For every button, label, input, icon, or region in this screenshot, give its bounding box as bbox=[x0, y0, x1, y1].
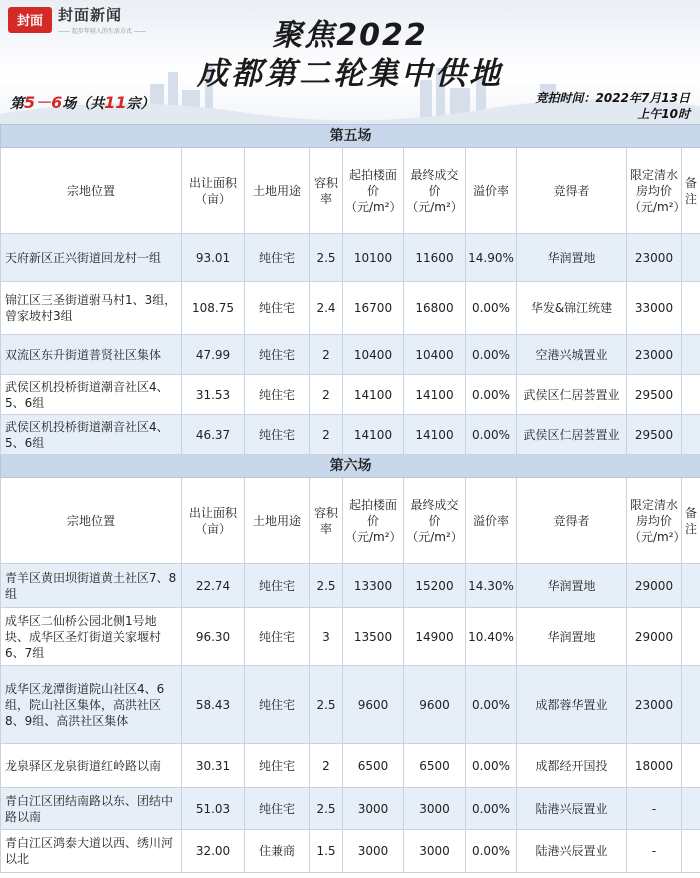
session-mid: 场（共 bbox=[62, 96, 105, 112]
table-row bbox=[1, 415, 700, 455]
cell-usage: 纯住宅 bbox=[245, 608, 310, 666]
cell-premium: 0.00% bbox=[466, 335, 517, 375]
column-header-final-price: 最终成交价（元/m²） bbox=[404, 148, 466, 234]
column-header-far: 容积率 bbox=[310, 148, 343, 234]
cell-start: 10100 bbox=[343, 234, 404, 282]
cell-area: 108.75 bbox=[182, 282, 245, 335]
land-auction-table-area bbox=[0, 124, 700, 873]
cell-cap: 29000 bbox=[627, 608, 682, 666]
table-row bbox=[1, 234, 700, 282]
page-title-line1: 聚焦2022 bbox=[272, 18, 428, 53]
column-header-far: 容积率 bbox=[310, 478, 343, 564]
cell-premium: 0.00% bbox=[466, 282, 517, 335]
cell-winner: 华发&锦江统建 bbox=[517, 282, 627, 335]
cell-winner: 华润置地 bbox=[517, 564, 627, 608]
cell-cap: - bbox=[627, 830, 682, 873]
column-header-start-price: 起拍楼面价（元/m²） bbox=[343, 148, 404, 234]
column-header-row bbox=[1, 478, 700, 564]
cell-premium: 10.40% bbox=[466, 608, 517, 666]
cell-winner: 华润置地 bbox=[517, 234, 627, 282]
auction-time-line1: 竞拍时间：2022年7月13日 bbox=[535, 91, 690, 105]
column-header-location: 宗地位置 bbox=[1, 148, 182, 234]
section-row bbox=[1, 125, 700, 148]
section-title: 第五场 bbox=[1, 125, 700, 148]
land-auction-table bbox=[0, 124, 700, 873]
column-header-location: 宗地位置 bbox=[1, 478, 182, 564]
cell-start: 14100 bbox=[343, 375, 404, 415]
cell-note bbox=[682, 234, 700, 282]
cell-location: 天府新区正兴街道回龙村一组 bbox=[1, 234, 182, 282]
logo-mark: 封面 bbox=[8, 7, 52, 33]
cell-far: 2.5 bbox=[310, 666, 343, 744]
logo-slogan: —— 起步年轻人的生活方式 —— bbox=[58, 28, 146, 35]
cell-usage: 纯住宅 bbox=[245, 744, 310, 788]
table-row bbox=[1, 335, 700, 375]
column-header-cap-price: 限定清水房均价（元/m²） bbox=[627, 478, 682, 564]
cell-area: 31.53 bbox=[182, 375, 245, 415]
cell-usage: 纯住宅 bbox=[245, 666, 310, 744]
cell-far: 2.5 bbox=[310, 234, 343, 282]
cell-location: 青羊区黄田坝街道黄土社区7、8组 bbox=[1, 564, 182, 608]
cell-final: 9600 bbox=[404, 666, 466, 744]
cell-premium: 0.00% bbox=[466, 788, 517, 830]
column-header-row bbox=[1, 148, 700, 234]
logo-name: 封面新闻 bbox=[58, 6, 123, 24]
cell-note bbox=[682, 830, 700, 873]
cell-final: 11600 bbox=[404, 234, 466, 282]
section-title: 第六场 bbox=[1, 455, 700, 478]
column-header-note: 备注 bbox=[682, 148, 700, 234]
column-header-usage: 土地用途 bbox=[245, 478, 310, 564]
cell-cap: 23000 bbox=[627, 335, 682, 375]
section-row bbox=[1, 455, 700, 478]
cell-cap: 18000 bbox=[627, 744, 682, 788]
cell-note bbox=[682, 788, 700, 830]
cell-area: 96.30 bbox=[182, 608, 245, 666]
table-row bbox=[1, 830, 700, 873]
cell-far: 2.4 bbox=[310, 282, 343, 335]
cell-winner: 陆港兴辰置业 bbox=[517, 830, 627, 873]
cell-far: 2.5 bbox=[310, 564, 343, 608]
cell-note bbox=[682, 666, 700, 744]
column-header-winner: 竞得者 bbox=[517, 478, 627, 564]
cell-location: 武侯区机投桥街道潮音社区4、5、6组 bbox=[1, 375, 182, 415]
cell-note bbox=[682, 335, 700, 375]
cell-location: 锦江区三圣街道驸马村1、3组，曾家坡村3组 bbox=[1, 282, 182, 335]
cell-location: 成华区二仙桥公园北侧1号地块、成华区圣灯街道关家堰村6、7组 bbox=[1, 608, 182, 666]
cell-usage: 纯住宅 bbox=[245, 788, 310, 830]
cell-premium: 14.30% bbox=[466, 564, 517, 608]
cell-winner: 成都经开国投 bbox=[517, 744, 627, 788]
column-header-premium: 溢价率 bbox=[466, 148, 517, 234]
cell-area: 30.31 bbox=[182, 744, 245, 788]
cell-premium: 0.00% bbox=[466, 415, 517, 455]
cell-final: 14100 bbox=[404, 375, 466, 415]
page-title-line2: 成都第二轮集中供地 bbox=[197, 56, 503, 92]
cell-start: 9600 bbox=[343, 666, 404, 744]
cell-final: 15200 bbox=[404, 564, 466, 608]
cell-far: 2.5 bbox=[310, 788, 343, 830]
cell-note bbox=[682, 375, 700, 415]
table-row bbox=[1, 282, 700, 335]
session-count: 11 bbox=[104, 93, 127, 112]
cell-premium: 0.00% bbox=[466, 830, 517, 873]
column-header-area: 出让面积（亩） bbox=[182, 478, 245, 564]
table-row bbox=[1, 608, 700, 666]
cell-start: 6500 bbox=[343, 744, 404, 788]
cell-far: 2 bbox=[310, 744, 343, 788]
cell-final: 3000 bbox=[404, 830, 466, 873]
cell-note bbox=[682, 282, 700, 335]
cell-start: 10400 bbox=[343, 335, 404, 375]
cell-premium: 0.00% bbox=[466, 375, 517, 415]
cell-final: 14900 bbox=[404, 608, 466, 666]
cell-far: 2 bbox=[310, 415, 343, 455]
cell-location: 成华区龙潭街道院山社区4、6组，院山社区集体，高洪社区8、9组、高洪社区集体 bbox=[1, 666, 182, 744]
cell-location: 龙泉驿区龙泉街道红岭路以南 bbox=[1, 744, 182, 788]
session-info bbox=[10, 90, 155, 113]
cell-cap: 23000 bbox=[627, 234, 682, 282]
column-header-winner: 竞得者 bbox=[517, 148, 627, 234]
column-header-cap-price: 限定清水房均价（元/m²） bbox=[627, 148, 682, 234]
cell-area: 58.43 bbox=[182, 666, 245, 744]
cell-usage: 纯住宅 bbox=[245, 375, 310, 415]
cell-winner: 华润置地 bbox=[517, 608, 627, 666]
cell-final: 3000 bbox=[404, 788, 466, 830]
cell-final: 16800 bbox=[404, 282, 466, 335]
cell-location: 青白江区团结南路以东、团结中路以南 bbox=[1, 788, 182, 830]
cell-winner: 武侯区仁居荟置业 bbox=[517, 375, 627, 415]
cell-usage: 纯住宅 bbox=[245, 415, 310, 455]
cell-winner: 空港兴城置业 bbox=[517, 335, 627, 375]
cell-usage: 纯住宅 bbox=[245, 564, 310, 608]
cell-cap: 29000 bbox=[627, 564, 682, 608]
auction-time bbox=[536, 90, 690, 122]
cell-winner: 武侯区仁居荟置业 bbox=[517, 415, 627, 455]
column-header-premium: 溢价率 bbox=[466, 478, 517, 564]
cell-cap: 29500 bbox=[627, 415, 682, 455]
cell-start: 13300 bbox=[343, 564, 404, 608]
cell-final: 10400 bbox=[404, 335, 466, 375]
session-suffix: 宗） bbox=[126, 96, 155, 112]
cell-area: 47.99 bbox=[182, 335, 245, 375]
cell-winner: 成都蓉华置业 bbox=[517, 666, 627, 744]
cell-cap: - bbox=[627, 788, 682, 830]
auction-time-line2: 上午10时 bbox=[637, 107, 690, 121]
cell-note bbox=[682, 564, 700, 608]
cell-area: 22.74 bbox=[182, 564, 245, 608]
cell-winner: 陆港兴辰置业 bbox=[517, 788, 627, 830]
cell-far: 2 bbox=[310, 335, 343, 375]
cell-note bbox=[682, 415, 700, 455]
cell-cap: 29500 bbox=[627, 375, 682, 415]
cell-usage: 住兼商 bbox=[245, 830, 310, 873]
cell-premium: 0.00% bbox=[466, 666, 517, 744]
cell-start: 14100 bbox=[343, 415, 404, 455]
cell-start: 16700 bbox=[343, 282, 404, 335]
cell-start: 13500 bbox=[343, 608, 404, 666]
cell-area: 93.01 bbox=[182, 234, 245, 282]
table-row bbox=[1, 788, 700, 830]
cell-final: 6500 bbox=[404, 744, 466, 788]
table-row bbox=[1, 375, 700, 415]
cell-far: 3 bbox=[310, 608, 343, 666]
table-row bbox=[1, 564, 700, 608]
cell-usage: 纯住宅 bbox=[245, 335, 310, 375]
column-header-area: 出让面积（亩） bbox=[182, 148, 245, 234]
table-row bbox=[1, 744, 700, 788]
cell-location: 青白江区鸿泰大道以西、绣川河以北 bbox=[1, 830, 182, 873]
cell-note bbox=[682, 608, 700, 666]
page-header bbox=[0, 0, 700, 124]
cell-far: 1.5 bbox=[310, 830, 343, 873]
cell-location: 武侯区机投桥街道潮音社区4、5、6组 bbox=[1, 415, 182, 455]
column-header-start-price: 起拍楼面价（元/m²） bbox=[343, 478, 404, 564]
column-header-final-price: 最终成交价（元/m²） bbox=[404, 478, 466, 564]
session-range: 5－6 bbox=[24, 93, 63, 112]
cell-area: 32.00 bbox=[182, 830, 245, 873]
cell-start: 3000 bbox=[343, 788, 404, 830]
session-prefix: 第 bbox=[10, 96, 24, 112]
column-header-usage: 土地用途 bbox=[245, 148, 310, 234]
cell-final: 14100 bbox=[404, 415, 466, 455]
cell-start: 3000 bbox=[343, 830, 404, 873]
cell-premium: 14.90% bbox=[466, 234, 517, 282]
cell-premium: 0.00% bbox=[466, 744, 517, 788]
cell-usage: 纯住宅 bbox=[245, 282, 310, 335]
column-header-note: 备注 bbox=[682, 478, 700, 564]
cell-cap: 23000 bbox=[627, 666, 682, 744]
cell-usage: 纯住宅 bbox=[245, 234, 310, 282]
cell-area: 51.03 bbox=[182, 788, 245, 830]
cell-far: 2 bbox=[310, 375, 343, 415]
cell-location: 双流区东升街道普贤社区集体 bbox=[1, 335, 182, 375]
cell-area: 46.37 bbox=[182, 415, 245, 455]
cell-cap: 33000 bbox=[627, 282, 682, 335]
cell-note bbox=[682, 744, 700, 788]
table-row bbox=[1, 666, 700, 744]
